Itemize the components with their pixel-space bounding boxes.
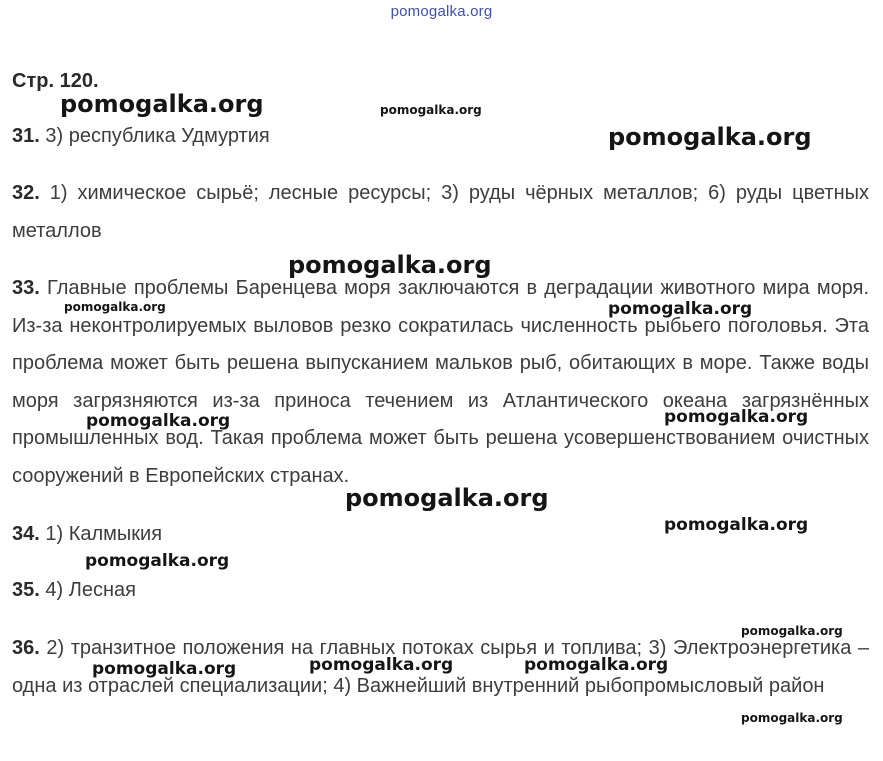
watermark: pomogalka.org xyxy=(85,551,230,571)
answer-text: 4) Лесная xyxy=(45,579,136,601)
watermark: pomogalka.org xyxy=(60,90,264,118)
watermark: pomogalka.org xyxy=(92,659,237,679)
answer-number: 33. xyxy=(12,277,40,299)
watermark: pomogalka.org xyxy=(288,251,492,279)
header-watermark[interactable]: pomogalka.org xyxy=(390,3,493,20)
answer-number: 36. xyxy=(12,637,40,659)
answer-32 xyxy=(12,175,869,250)
watermark: pomogalka.org xyxy=(64,300,166,314)
page-reference: Стр. 120. xyxy=(12,70,99,92)
answer-text: 1) Калмыкия xyxy=(45,523,163,545)
answer-number: 35. xyxy=(12,579,40,601)
answer-number: 32. xyxy=(12,182,40,204)
answer-number: 34. xyxy=(12,523,40,545)
watermark: pomogalka.org xyxy=(86,411,231,431)
watermark: pomogalka.org xyxy=(608,299,753,319)
watermark: pomogalka.org xyxy=(345,484,549,512)
answer-number: 31. xyxy=(12,125,40,147)
watermark: pomogalka.org xyxy=(608,123,812,151)
answer-35 xyxy=(12,572,869,610)
answer-text: 3) республика Удмуртия xyxy=(45,125,270,147)
watermark: pomogalka.org xyxy=(664,407,809,427)
answer-text: 2) транзитное положения на главных потоках сырья и топлива; 3) Электроэнергетика – одна из отраслей специализации; 4) Важнейший внутренний рыбопромысловый район xyxy=(12,637,870,697)
watermark: pomogalka.org xyxy=(741,711,843,725)
answer-text: 1) химическое сырьё; лесные ресурсы; 3) руды чёрных металлов; 6) руды цветных металлов xyxy=(12,182,870,242)
watermark: pomogalka.org xyxy=(741,624,843,638)
watermark: pomogalka.org xyxy=(524,655,669,675)
watermark: pomogalka.org xyxy=(664,515,809,535)
answer-text: Главные проблемы Баренцева моря заключаются в деградации животного мира моря. Из-за неконтролируемых выловов резко сократилась численность рыбьего поголовья. Эта проблема может быть решена выпусканием мальков рыб, обитающих в море. Также воды моря загрязняются из-за приноса течением из Атлантического океана загрязнённых промышленных вод. Такая проблема может быть решена усовершенствованием очистных сооружений в Европейских странах. xyxy=(12,277,870,487)
watermark: pomogalka.org xyxy=(380,103,482,117)
watermark: pomogalka.org xyxy=(309,655,454,675)
